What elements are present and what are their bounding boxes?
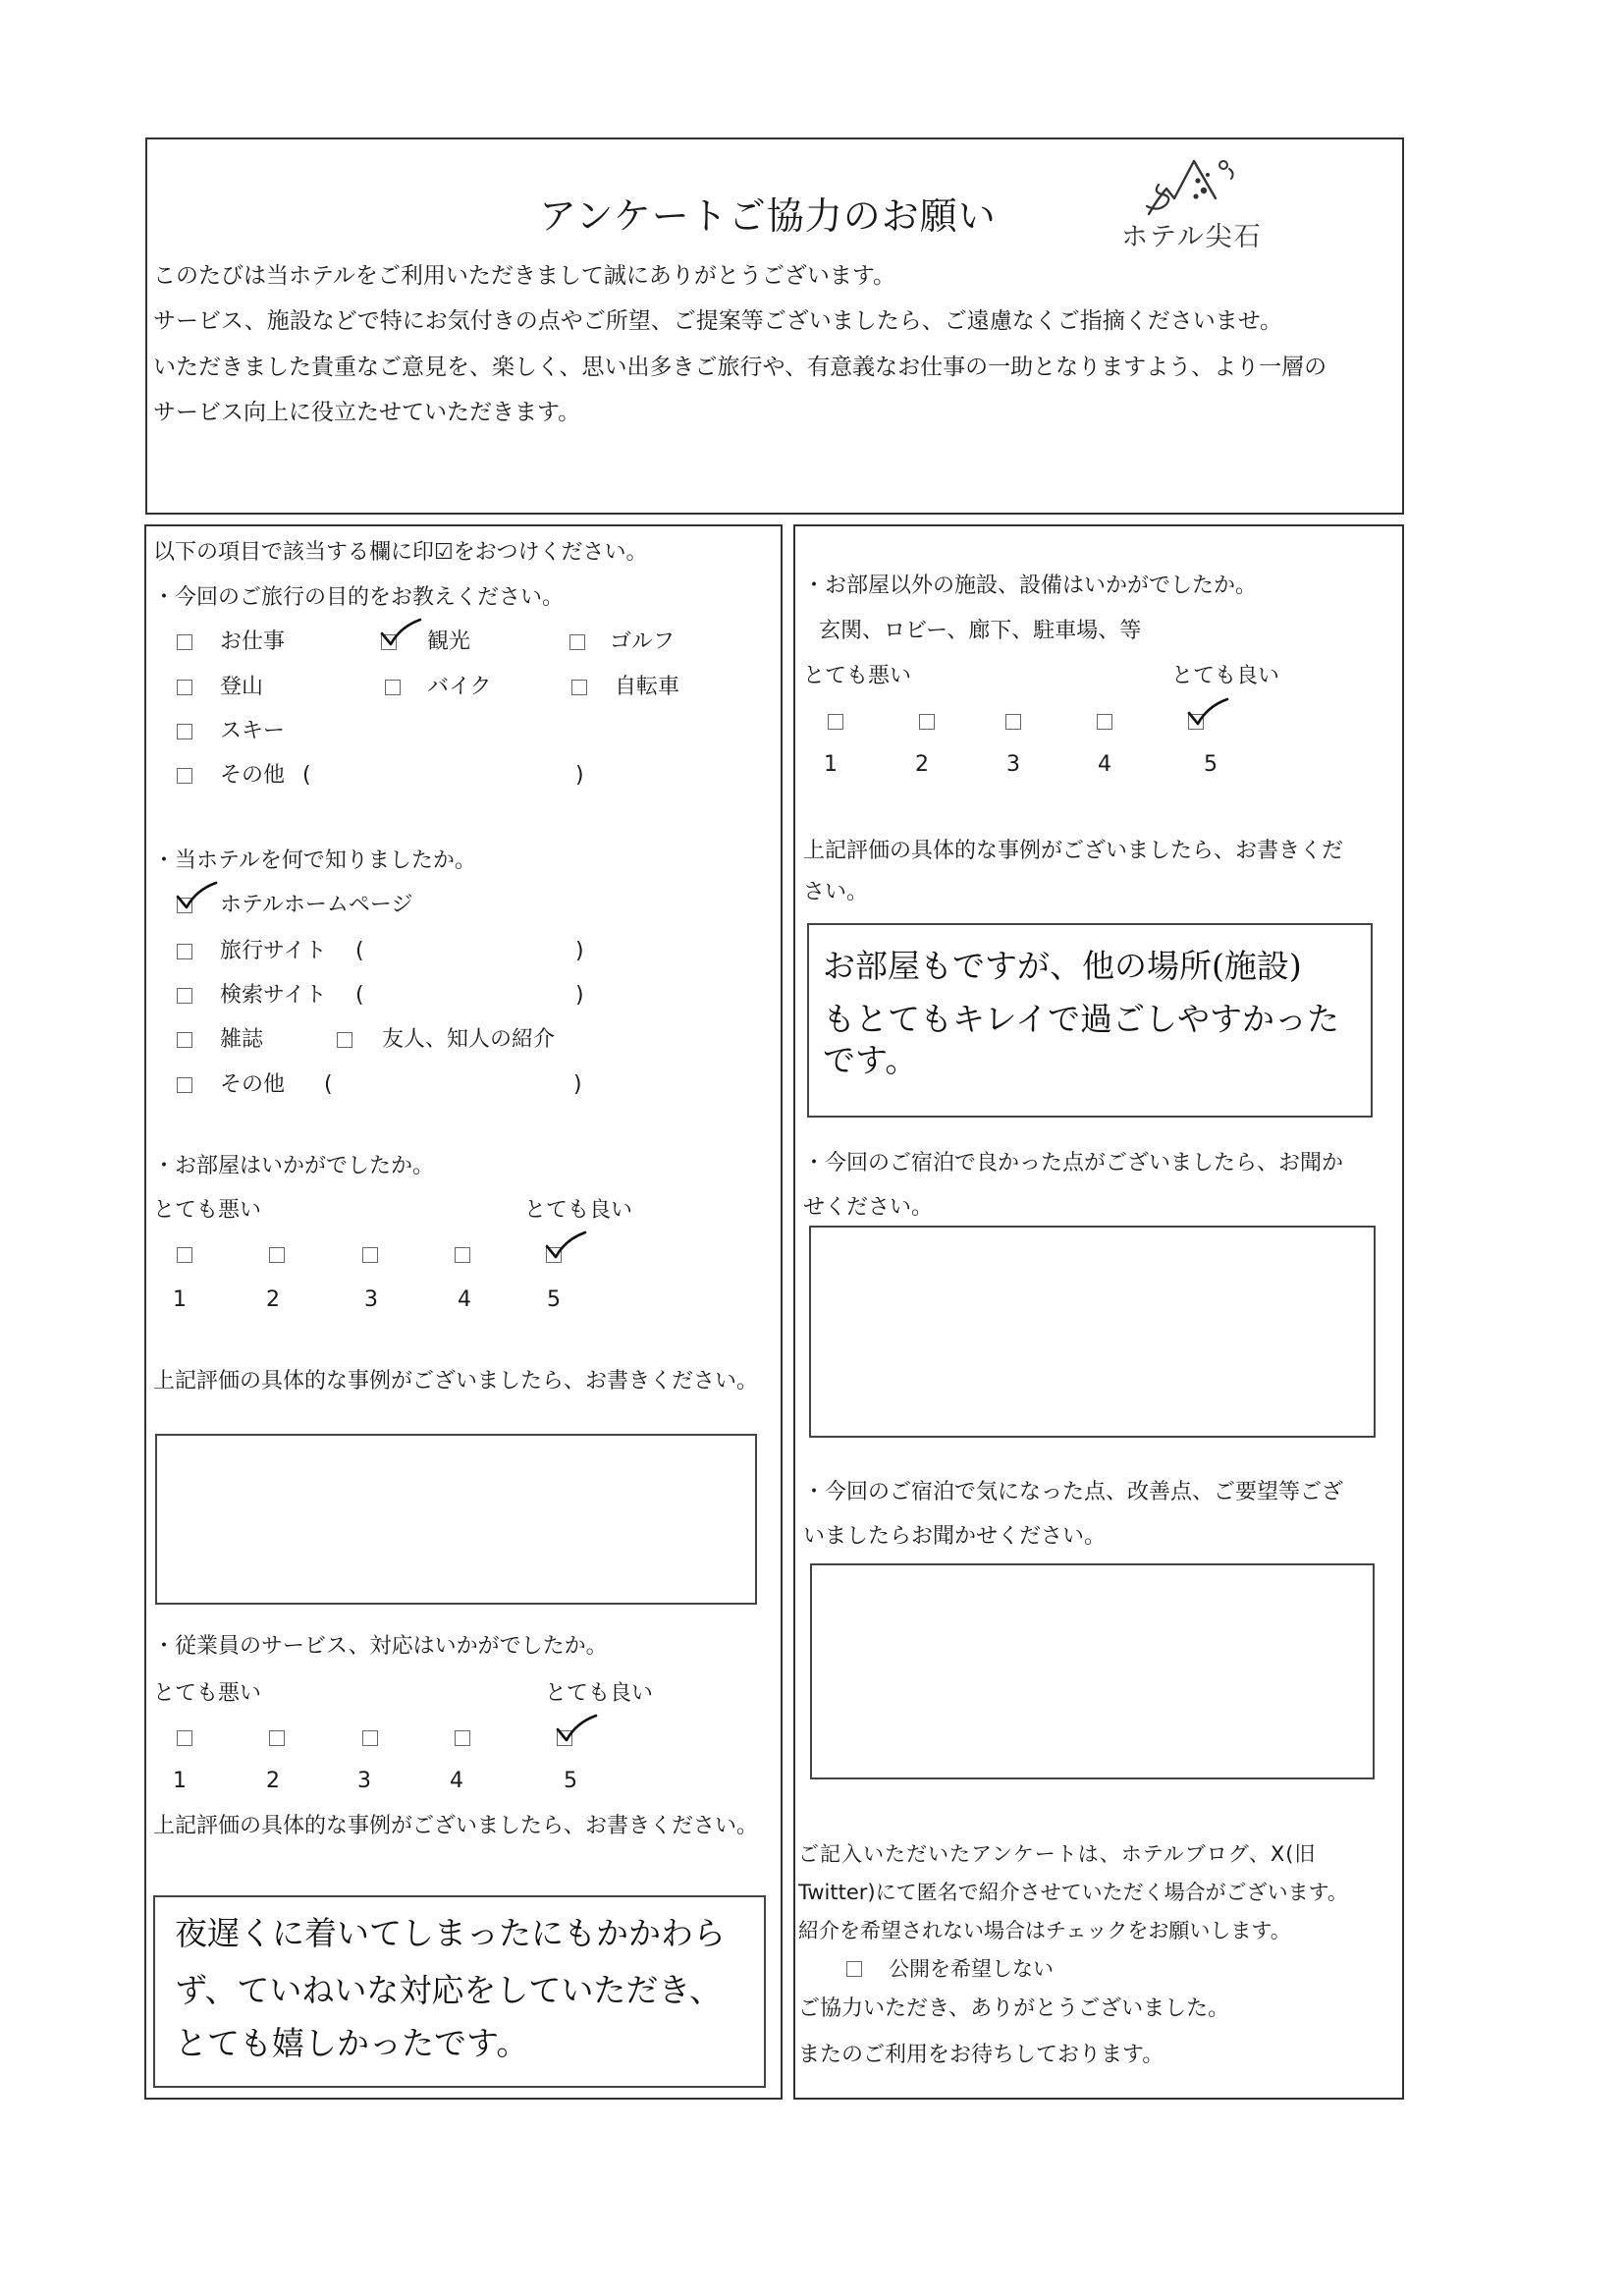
purpose-hiking-checkbox[interactable] (177, 680, 192, 695)
purpose-motorbike-checkbox[interactable] (385, 680, 401, 695)
room-rating-5-checkbox[interactable] (546, 1247, 562, 1263)
room-rating-number: 1 (173, 1287, 187, 1312)
source-travel-site-checkbox[interactable] (177, 944, 192, 959)
left-panel (144, 524, 783, 2100)
paren-open: ( (355, 983, 364, 1008)
handwritten-line: とても嬉しかったです。 (175, 2024, 529, 2062)
facilities-examples: 玄関、ロビー、廊下、駐車場、等 (819, 619, 1142, 643)
room-rating-2-checkbox[interactable] (269, 1247, 285, 1263)
facilities-rating-4-checkbox[interactable] (1097, 714, 1112, 730)
facilities-comment-prompt: 上記評価の具体的な事例がございましたら、お書きくだ (803, 839, 1344, 863)
staff-comment-prompt: 上記評価の具体的な事例がございましたら、お書きください。 (153, 1814, 759, 1838)
room-comment-box[interactable] (155, 1434, 757, 1605)
source-friend-label: 友人、知人の紹介 (382, 1027, 556, 1052)
room-high-label: とても良い (524, 1198, 633, 1223)
source-magazine-checkbox[interactable] (177, 1032, 192, 1048)
purpose-bicycle-label: 自転車 (615, 675, 680, 699)
purpose-ski-checkbox[interactable] (177, 724, 192, 739)
staff-rating-5-checkbox[interactable] (557, 1730, 572, 1746)
handwritten-line: お部屋もですが、他の場所(施設) (823, 947, 1302, 985)
paren-close: ) (575, 763, 584, 788)
check-mark-icon (555, 1714, 598, 1745)
improvements-question: いましたらお聞かせください。 (803, 1524, 1107, 1549)
good-points-comment-box[interactable] (809, 1226, 1376, 1438)
facilities-comment-box[interactable] (807, 923, 1373, 1118)
staff-rating-number: 4 (450, 1769, 463, 1793)
staff-rating-number: 1 (173, 1769, 187, 1793)
room-question: ・お部屋はいかがでしたか。 (153, 1154, 435, 1178)
facilities-rating-number: 3 (1006, 752, 1020, 777)
facilities-rating-3-checkbox[interactable] (1005, 714, 1021, 730)
purpose-golf-label: ゴルフ (610, 629, 676, 654)
purpose-sightseeing-label: 観光 (427, 629, 471, 654)
check-mark-icon (1186, 697, 1229, 729)
staff-rating-number: 5 (564, 1769, 577, 1793)
facilities-rating-1-checkbox[interactable] (828, 714, 843, 730)
room-rating-1-checkbox[interactable] (177, 1247, 192, 1263)
facilities-rating-number: 5 (1204, 752, 1218, 777)
handwritten-line: です。 (823, 1041, 918, 1079)
handwritten-line: ず、ていねいな対応をしていただき、 (175, 1971, 723, 2009)
paren-open: ( (355, 939, 364, 963)
intro-line: サービス向上に役立たせていただきます。 (153, 400, 581, 425)
check-mark-icon (175, 881, 218, 912)
purpose-golf-checkbox[interactable] (569, 634, 585, 650)
staff-rating-3-checkbox[interactable] (362, 1730, 378, 1746)
room-low-label: とても悪い (153, 1198, 262, 1223)
source-homepage-checkbox[interactable] (177, 898, 192, 913)
room-rating-3-checkbox[interactable] (362, 1247, 378, 1263)
paren-open: ( (324, 1072, 333, 1097)
room-comment-prompt: 上記評価の具体的な事例がございましたら、お書きください。 (153, 1369, 759, 1394)
facilities-rating-number: 4 (1098, 752, 1111, 777)
source-friend-checkbox[interactable] (337, 1032, 352, 1048)
purpose-ski-label: スキー (220, 719, 286, 743)
publication-notice-line: ご記入いただいたアンケートは、ホテルブログ、X(旧 (798, 1842, 1317, 1866)
paren-open: ( (302, 763, 311, 788)
facilities-rating-number: 1 (824, 752, 838, 777)
room-rating-number: 5 (547, 1287, 561, 1312)
room-rating-number: 3 (364, 1287, 378, 1312)
check-mark-icon (379, 618, 422, 649)
hotel-name: ホテル尖石 (1121, 222, 1263, 252)
room-rating-4-checkbox[interactable] (455, 1247, 470, 1263)
good-points-question: せください。 (803, 1195, 934, 1220)
instruction-text: 以下の項目で該当する欄に印☑をおつけください。 (153, 540, 648, 565)
staff-rating-4-checkbox[interactable] (455, 1730, 470, 1746)
publication-notice-line: Twitter)にて匿名で紹介させていただく場合がございます。 (798, 1881, 1348, 1904)
room-rating-number: 4 (458, 1287, 471, 1312)
intro-line: サービス、施設などで特にお気付きの点やご所望、ご提案等ございましたら、ご遠慮なくご指摘くださいませ。 (153, 308, 1282, 334)
paren-close: ) (573, 1072, 582, 1097)
opt-out-checkbox[interactable] (846, 1961, 862, 1977)
source-question: ・当ホテルを何で知りましたか。 (153, 848, 476, 873)
page-title: アンケートご協力のお願い (539, 194, 997, 238)
improvements-comment-box[interactable] (810, 1563, 1375, 1779)
facilities-rating-number: 2 (915, 752, 929, 777)
purpose-other-label: その他 (220, 763, 286, 788)
source-travel-site-label: 旅行サイト (220, 939, 327, 963)
handwritten-line: もとてもキレイで過ごしやすかった (823, 1000, 1340, 1038)
facilities-low-label: とても悪い (803, 664, 912, 688)
hotel-logo-icon (1141, 147, 1243, 224)
purpose-bicycle-checkbox[interactable] (571, 680, 587, 695)
staff-rating-number: 2 (266, 1769, 280, 1793)
staff-rating-2-checkbox[interactable] (269, 1730, 285, 1746)
source-homepage-label: ホテルホームページ (220, 893, 413, 917)
source-other-label: その他 (220, 1072, 286, 1097)
purpose-sightseeing-checkbox[interactable] (381, 634, 397, 650)
check-mark-icon (544, 1230, 587, 1262)
staff-rating-number: 3 (357, 1769, 371, 1793)
facilities-comment-prompt: さい。 (803, 880, 869, 904)
staff-comment-box[interactable] (153, 1895, 766, 2088)
purpose-question: ・今回のご旅行の目的をお教えください。 (153, 585, 565, 610)
closing-thanks: ご協力いただき、ありがとうございました。 (798, 1996, 1230, 2021)
facilities-rating-2-checkbox[interactable] (919, 714, 935, 730)
source-other-checkbox[interactable] (177, 1077, 192, 1093)
facilities-high-label: とても良い (1171, 664, 1280, 688)
staff-rating-1-checkbox[interactable] (177, 1730, 192, 1746)
opt-out-label: 公開を希望しない (889, 1957, 1054, 1981)
purpose-hiking-label: 登山 (220, 675, 264, 699)
source-search-site-label: 検索サイト (220, 983, 327, 1008)
purpose-other-checkbox[interactable] (177, 768, 192, 784)
good-points-question: ・今回のご宿泊で良かった点がございましたら、お聞か (803, 1151, 1344, 1175)
improvements-question: ・今回のご宿泊で気になった点、改善点、ご要望等ござ (803, 1480, 1344, 1504)
room-rating-number: 2 (266, 1287, 280, 1312)
source-search-site-checkbox[interactable] (177, 988, 192, 1004)
handwritten-line: 夜遅くに着いてしまったにもかかわら (175, 1914, 726, 1952)
purpose-work-checkbox[interactable] (177, 634, 192, 650)
facilities-question: ・お部屋以外の施設、設備はいかがでしたか。 (803, 574, 1258, 598)
staff-high-label: とても良い (545, 1681, 654, 1706)
publication-notice-line: 紹介を希望されない場合はチェックをお願いします。 (798, 1919, 1291, 1942)
source-magazine-label: 雑誌 (220, 1027, 264, 1052)
facilities-rating-5-checkbox[interactable] (1188, 714, 1204, 730)
paren-close: ) (575, 939, 584, 963)
intro-line: このたびは当ホテルをご利用いただきまして誠にありがとうございます。 (153, 263, 896, 289)
closing-message: またのご利用をお待ちしております。 (798, 2043, 1164, 2067)
intro-line: いただきました貴重なご意見を、楽しく、思い出多きご旅行や、有意義なお仕事の一助となりますよう、より一層の (153, 355, 1327, 380)
purpose-work-label: お仕事 (220, 629, 286, 654)
staff-low-label: とても悪い (153, 1681, 262, 1706)
purpose-motorbike-label: バイク (427, 675, 492, 699)
staff-question: ・従業員のサービス、対応はいかがでしたか。 (153, 1634, 608, 1659)
paren-close: ) (575, 983, 584, 1008)
